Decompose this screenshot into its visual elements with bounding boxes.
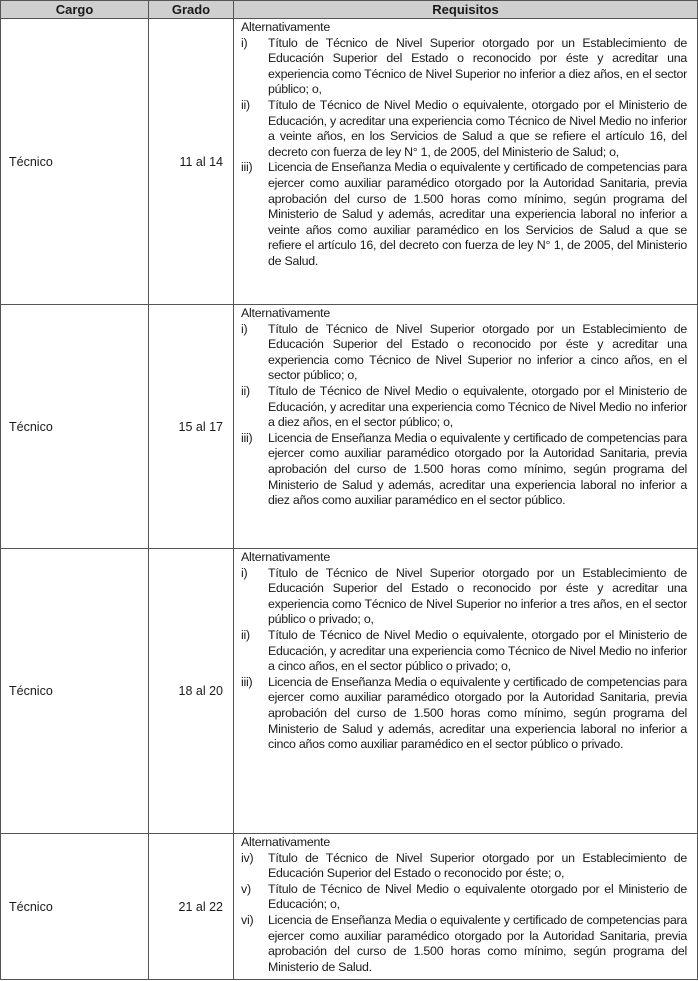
table-row bbox=[1, 834, 698, 980]
item-text: Licencia de Enseñanza Media o equivalente y certificado de competencias para ejercer como auxiliar paramédico otorgado por la Autoridad Sanitaria, previa aprobación del curso de 1.500 horas como mínimo, según programa del Ministerio de Salud y además, acreditar una experiencia laboral no inferior a veinte años como auxiliar paramédico en los Servicios de Salud a que se refiere el artículo 16, del decreto con fuerza de ley N° 1, de 2005, del Ministerio de Salud. bbox=[268, 160, 687, 268]
header-cargo: Cargo bbox=[1, 1, 149, 19]
item-text: Título de Técnico de Nivel Superior otorgado por un Establecimiento de Educación Superior del Estado o reconocido por éste; o, bbox=[268, 850, 687, 881]
item-marker: vi) bbox=[241, 912, 254, 927]
item-text: Título de Técnico de Nivel Medio o equivalente otorgado por el Ministerio de Educación; o, bbox=[268, 881, 687, 912]
item-text: Título de Técnico de Nivel Superior otorgado por un Establecimiento de Educación Superior del Estado o reconocido por éste y acreditar una experiencia como Técnico de Nivel Superior no inferior a cinco años, en el sector público; o, bbox=[268, 321, 687, 383]
header-grado: Grado bbox=[149, 1, 234, 19]
item-marker: ii) bbox=[241, 627, 250, 642]
requisitos-cell bbox=[234, 19, 698, 305]
requirement-item bbox=[241, 851, 687, 882]
requirement-item bbox=[241, 913, 687, 975]
item-text: Título de Técnico de Nivel Medio o equivalente, otorgado por el Ministerio de Educación, y acreditar una experiencia como Técnico de Nivel Medio no inferior a veinte años, en los Servicios de Salud a que se refiere el artículo 16, del decreto con fuerza de ley N° 1, de 2005, del Ministerio de Salud; o, bbox=[268, 97, 687, 159]
table-row bbox=[1, 305, 698, 549]
requisitos-cell bbox=[234, 549, 698, 834]
grado-cell: 21 al 22 bbox=[149, 834, 234, 980]
requirement-item bbox=[241, 384, 687, 431]
item-text: Licencia de Enseñanza Media o equivalente y certificado de competencias para ejercer como auxiliar paramédico otorgado por la Autoridad Sanitaria, previa aprobación del curso de 1.500 horas como mínimo, según programa del Ministerio de Salud y además, acreditar una experiencia laboral no inferior a diez años como auxiliar paramédico en el sector público. bbox=[268, 430, 687, 508]
requisitos-intro: Alternativamente bbox=[241, 20, 330, 34]
cargo-cell: Técnico bbox=[1, 19, 149, 305]
requisitos-intro: Alternativamente bbox=[241, 306, 330, 320]
requisitos-cell bbox=[234, 305, 698, 549]
grado-cell: 18 al 20 bbox=[149, 549, 234, 834]
item-text: Licencia de Enseñanza Media o equivalente y certificado de competencias para ejercer como auxiliar paramédico otorgado por la Autoridad Sanitaria, previa aprobación del curso de 1.500 horas como mínimo, según programa del Ministerio de Salud. bbox=[268, 912, 687, 974]
item-marker: v) bbox=[241, 881, 251, 896]
requirement-item bbox=[241, 566, 687, 628]
item-text: Título de Técnico de Nivel Medio o equivalente, otorgado por el Ministerio de Educación, y acreditar una experiencia como Técnico de Nivel Medio no inferior a diez años, en el sector público; o, bbox=[268, 383, 687, 430]
requirement-item bbox=[241, 36, 687, 98]
item-marker: ii) bbox=[241, 383, 250, 398]
cargo-cell: Técnico bbox=[1, 305, 149, 549]
grado-cell: 11 al 14 bbox=[149, 19, 234, 305]
item-marker: iii) bbox=[241, 160, 253, 175]
item-marker: iii) bbox=[241, 674, 253, 689]
table-row bbox=[1, 549, 698, 834]
requirement-item bbox=[241, 882, 687, 913]
item-marker: iii) bbox=[241, 430, 253, 445]
requirement-item bbox=[241, 322, 687, 384]
cargo-cell: Técnico bbox=[1, 834, 149, 980]
requirement-item bbox=[241, 98, 687, 160]
requisitos-intro: Alternativamente bbox=[241, 835, 330, 849]
table-row bbox=[1, 19, 698, 305]
requisitos-intro: Alternativamente bbox=[241, 550, 330, 564]
item-text: Título de Técnico de Nivel Medio o equivalente, otorgado por el Ministerio de Educación, y acreditar una experiencia como Técnico de Nivel Medio no inferior a cinco años, en el sector público o privado; o, bbox=[268, 627, 687, 674]
cargo-cell: Técnico bbox=[1, 549, 149, 834]
item-text: Licencia de Enseñanza Media o equivalente y certificado de competencias para ejercer como auxiliar paramédico otorgado por la Autoridad Sanitaria, previa aprobación del curso de 1.500 horas como mínimo, según programa del Ministerio de Salud y además, acreditar una experiencia laboral no inferior a cinco años como auxiliar paramédico en el sector público o privado. bbox=[268, 674, 687, 752]
header-requisitos: Requisitos bbox=[234, 1, 698, 19]
requirement-item bbox=[241, 431, 687, 509]
item-text: Título de Técnico de Nivel Superior otorgado por un Establecimiento de Educación Superior del Estado o reconocido por éste y acreditar una experiencia como Técnico de Nivel Superior no inferior a tres años, en el sector público o privado; o, bbox=[268, 565, 687, 627]
item-text: Título de Técnico de Nivel Superior otorgado por un Establecimiento de Educación Superior del Estado o reconocido por éste y acreditar una experiencia como Técnico de Nivel Superior no inferior a diez años, en el sector público; o, bbox=[268, 35, 687, 97]
requirement-item bbox=[241, 160, 687, 269]
requisitos-cell bbox=[234, 834, 698, 980]
grado-cell: 15 al 17 bbox=[149, 305, 234, 549]
item-marker: ii) bbox=[241, 97, 250, 112]
item-marker: iv) bbox=[241, 850, 254, 865]
requirement-item bbox=[241, 628, 687, 675]
header-row bbox=[1, 1, 698, 19]
item-marker: i) bbox=[241, 565, 248, 580]
item-marker: i) bbox=[241, 35, 248, 50]
requirement-item bbox=[241, 675, 687, 753]
item-marker: i) bbox=[241, 321, 248, 336]
